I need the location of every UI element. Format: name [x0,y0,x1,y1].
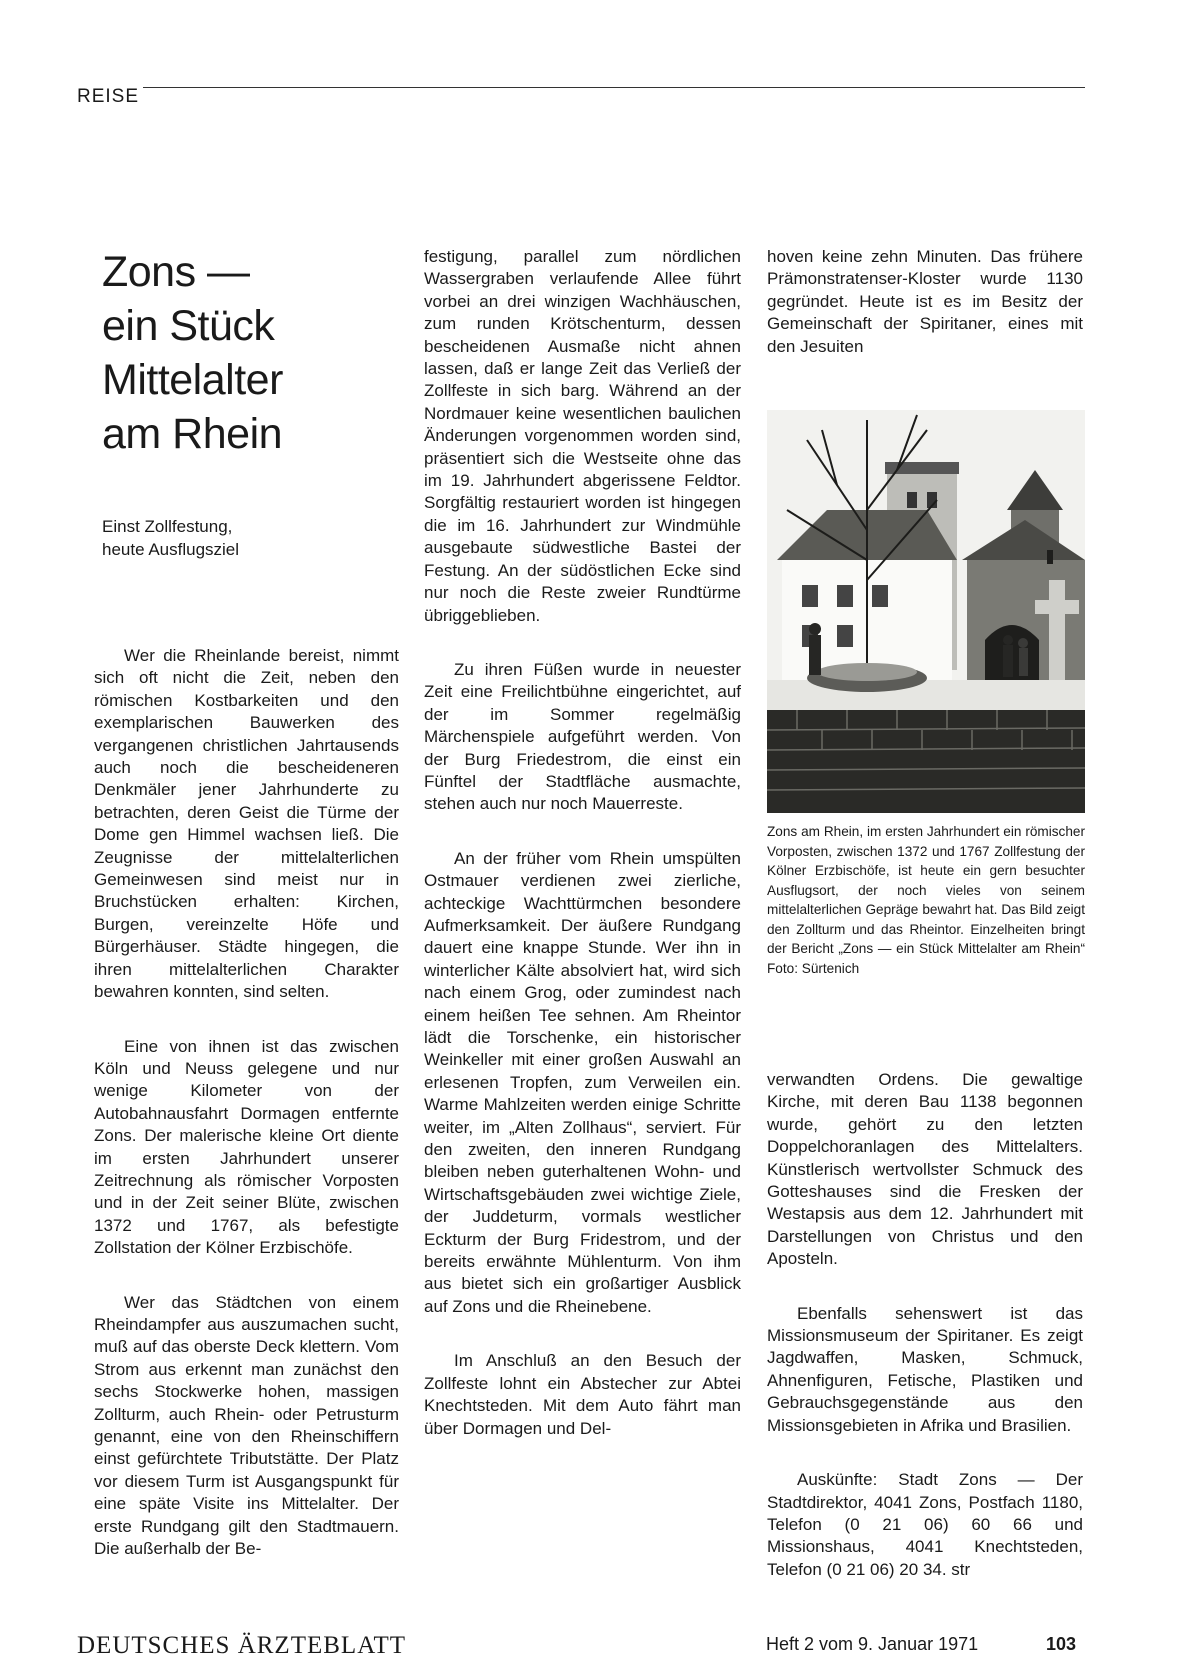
title-line: Mittelalter [102,356,283,404]
text-column-2 [424,246,741,1440]
paragraph: festigung, parallel zum nördlichen Wassergraben verlaufende Allee führt vorbei an drei winzigen Wachhäuschen, zum runden Krötschenturm, dessen bescheidenen Ausmaße nicht ahnen lassen, daß er lange Zeit das Verließ der Zollfeste in sich barg. Während an der Nordmauer keine wesentlichen baulichen Änderungen vorgenommen worden sind, präsentiert sich die Westseite ohne das im 19. Jahrhundert abgerissene Feldtor. Sorgfältig restauriert worden ist hingegen die im 16. Jahrhundert zur Windmühle ausgebaute südwestliche Bastei der Festung. An der südöstlichen Ecke sind nur noch die Reste zweier Rundtürme übriggeblieben. [424,247,741,625]
paragraph: Eine von ihnen ist das zwischen Köln und Neuss gelegene und nur wenige Kilometer von der Autobahnausfahrt Dormagen entfernte Zons. Der malerische kleine Ort diente im ersten Jahrhundert unserer Zeitrechnung als römischer Vorposten und in der Zeit seiner Blüte, zwischen 1372 und 1767, als befestigte Zollstation der Kölner Erzbischöfe. [94,1036,399,1258]
title-line: ein Stück [102,302,275,350]
paragraph: Wer die Rheinlande bereist, nimmt sich oft nicht die Zeit, neben den römischen Kostbarkeiten und den exemplarischen Bauwerken des vergangenen christlichen Jahrtausends auch noch die bescheideneren Denkmäler jener Jahrhunderte zu betrachten, deren Geist die Türme der Dome gen Himmel wachsen ließ. Die Zeugnisse der mittelalterlichen Gemeinwesen sind meist nur in Bruchstücken erhalten: Kirchen, Burgen, vereinzelte Höfe und Bürgerhäuser. Städte hingegen, die ihren mittelalterlichen Charakter bewahren konnten, sind selten. [94,646,399,1002]
title-line: Zons — [102,248,250,296]
section-rule [143,87,1085,88]
paragraph: Zu ihren Füßen wurde in neuester Zeit eine Freilichtbühne eingerichtet, auf der im Sommer regelmäßig Märchenspiele aufgeführt werden. Von der Burg Friedestrom, die einst ein Fünftel der Stadtfläche ausmachte, stehen auch nur noch Mauerreste. [424,659,741,814]
paragraph: hoven keine zehn Minuten. Das frühere Prämonstratenser-Kloster wurde 1130 gegründet. Heute ist es im Besitz der Gemeinschaft der Spiritaner, eines mit den Jesuiten [767,247,1083,356]
subtitle-line: heute Ausflugsziel [102,540,240,559]
subtitle-line: Einst Zollfestung, [102,517,233,536]
paragraph: Wer das Städtchen von einem Rheindampfer aus auszumachen sucht, muß auf das oberste Deck klettern. Vom Strom aus erkennt man zunächst den sechs Stockwerke hohen, massigen Zollturm, auch Rhein- oder Petrusturm genannt, eine von den Rheinschiffern einst gefürchtete Tributstätte. Der Platz vor diesem Turm ist Ausgangspunkt für eine späte Visite ins Mittelalter. Der erste Rundgang gilt den Stadtmauern. Die außerhalb der Be- [94,1292,399,1559]
text-column-1 [94,645,399,1560]
article-title [102,245,402,461]
paragraph: An der früher vom Rhein umspülten Ostmauer verdienen zwei zierliche, achteckige Wachttürmchen besondere Aufmerksamkeit. Der äußere Rundgang dauert eine knappe Stunde. Wer ihn in winterlicher Kälte absolviert hat, wird sich nach einem Grog, oder zumindest nach einem heißen Tee sehnen. Am Rheintor lädt die Torschenke, ein historischer Weinkeller mit einer großen Auswahl an erlesenen Tropfen, zum Verweilen ein. Warme Mahlzeiten werden einige Schritte weiter, im „Alten Zollhaus“, serviert. Für den zweiten, den inneren Rundgang bleiben neben guterhaltenen Wohn- und Wirtschaftsgebäuden zwei wichtige Ziele, der Juddeturm, vormals westlicher Eckturm der Burg Fridestrom, und der bereits erwähnte Mühlenturm. Von ihm aus bietet sich ein großartiger Ausblick auf Zons und die Rheinebene. [424,848,741,1316]
page-number: 103 [1046,1634,1077,1654]
text-column-3-top [767,246,1083,358]
footer-brand: DEUTSCHES ÄRZTEBLATT [77,1632,407,1659]
photo-illustration [767,410,1085,813]
article-subtitle [102,515,402,561]
photo-zons-rheintor [767,410,1085,813]
title-line: am Rhein [102,410,283,458]
footer-issue: Heft 2 vom 9. Januar 1971 [766,1634,979,1654]
text-column-3-bottom [767,1069,1083,1581]
paragraph: verwandten Ordens. Die gewaltige Kirche, mit deren Bau 1138 begonnen wurde, gehört zu den letzten Doppelchoranlagen des Mittelalters. Künstlerisch wertvollster Schmuck des Gotteshauses sind die Fresken der Westapsis aus dem 12. Jahrhundert mit Darstellungen von Christus und den Aposteln. [767,1070,1083,1269]
paragraph: Auskünfte: Stadt Zons — Der Stadtdirektor, 4041 Zons, Postfach 1180, Telefon (0 21 06) 60 66 und Missionshaus, 4041 Knechtsteden, Telefon (0 21 06) 20 34. str [767,1470,1083,1579]
paragraph: Ebenfalls sehenswert ist das Missionsmuseum der Spiritaner. Es zeigt Jagdwaffen, Masken, Schmuck, Ahnenfiguren, Fetische, Plastiken und Gebrauchsgegenstände aus den Missionsgebieten in Afrika und Brasilien. [767,1303,1083,1435]
photo-caption: Zons am Rhein, im ersten Jahrhundert ein römischer Vorposten, zwischen 1372 und 1767 Zollfestung der Kölner Erzbischöfe, ist heute ein gern besuchter Ausflugsort, der noch vieles von seinem mittelalterlichen Gepräge bewahrt hat. Das Bild zeigt den Zollturm und das Rheintor. Einzelheiten bringt der Bericht „Zons — ein Stück Mittelalter am Rhein“ Foto: Sürtenich [767,824,1085,976]
paragraph: Im Anschluß an den Besuch der Zollfeste lohnt ein Abstecher zur Abtei Knechtsteden. Mit dem Auto fährt man über Dormagen und Del- [424,1351,741,1438]
section-label: REISE [77,86,140,107]
